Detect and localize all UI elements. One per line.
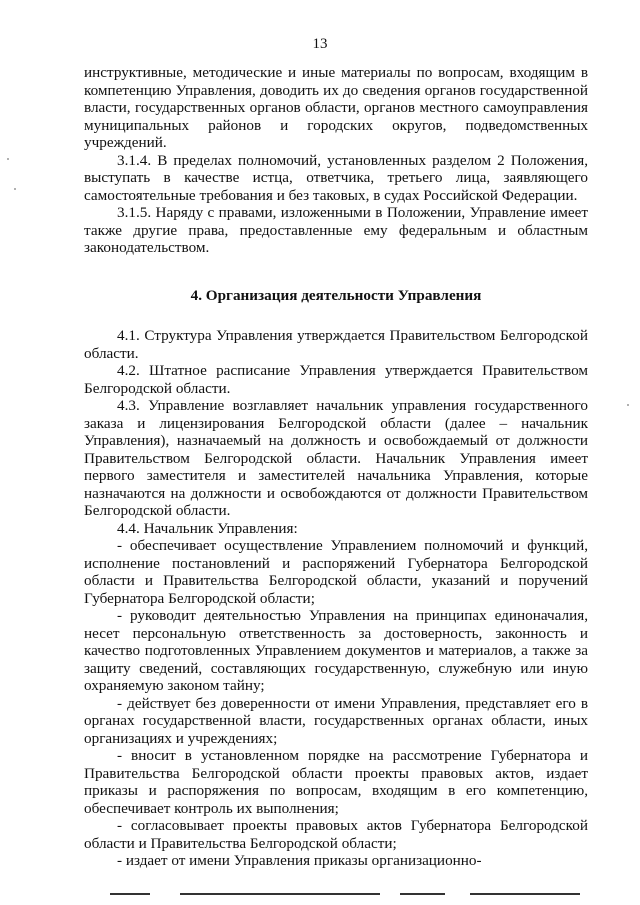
document-body <box>84 64 588 870</box>
scan-artifact <box>7 158 9 160</box>
page-number: 13 <box>312 36 328 52</box>
list-item: - согласовывает проекты правовых актов Губернатора Белгородской области и Правительства Белгородской области; <box>84 817 588 852</box>
scan-edge-line <box>470 893 580 895</box>
scan-artifact <box>14 188 16 190</box>
list-item: - руководит деятельностью Управления на принципах единоначалия, несет персональную ответственность за достоверность, законность и качество подготовленных Управлением документов и материалов, а также за защиту сведений, составляющих государственную, служебную или иную охраняемую законом тайну; <box>84 607 588 694</box>
paragraph: 4.1. Структура Управления утверждается Правительством Белгородской области. <box>84 327 588 362</box>
scan-edge-line <box>110 893 150 895</box>
scan-edge-line <box>180 893 380 895</box>
paragraph: 4.4. Начальник Управления: <box>117 519 298 537</box>
paragraph: 4.2. Штатное расписание Управления утверждается Правительством Белгородской области. <box>84 362 588 397</box>
list-item: - действует без доверенности от имени Управления, представляет его в органах государственной власти, государственных органах области, иных организациях и учреждениях; <box>84 694 588 747</box>
paragraph: 3.1.4. В пределах полномочий, установленных разделом 2 Положения, выступать в качестве истца, ответчика, третьего лица, заявляющего самостоятельные требования и без таковых, в судах Российской Федерации. <box>84 151 588 204</box>
scan-artifact <box>627 404 629 406</box>
paragraph: 4.3. Управление возглавляет начальник управления государственного заказа и лицензирования Белгородской области (далее – начальник Управления), назначаемый на должность и освобождаемый от должности Правительством Белгородской области. Начальник Управления имеет первого заместителя и заместителей начальника Управления, которые назначаются на должности и освобождаются от должности Правительством Белгородской области. <box>84 397 588 519</box>
list-item: - обеспечивает осуществление Управлением полномочий и функций, исполнение постановлений и распоряжений Губернатора Белгородской области и Правительства Белгородской области, указаний и поручений Губернатора Белгородской области; <box>84 537 588 607</box>
section-heading: 4. Организация деятельности Управления <box>190 286 482 304</box>
scan-edge-line <box>400 893 445 895</box>
paragraph: инструктивные, методические и иные материалы по вопросам, входящим в компетенцию Управления, доводить их до сведения органов государственной власти, государственных органов области, органов местного самоуправления муниципальных районов и городских округов, подведомственных учреждений. <box>84 64 588 151</box>
paragraph: 3.1.5. Наряду с правами, изложенными в Положении, Управление имеет также другие права, предоставленные ему федеральным и областным законодательством. <box>84 204 588 256</box>
list-item: - вносит в установленном порядке на рассмотрение Губернатора и Правительства Белгородской области проекты правовых актов, издает приказы и распоряжения по вопросам, входящим в его компетенцию, обеспечивает контроль их выполнения; <box>84 747 588 817</box>
list-item: - издает от имени Управления приказы организационно- <box>117 852 482 869</box>
